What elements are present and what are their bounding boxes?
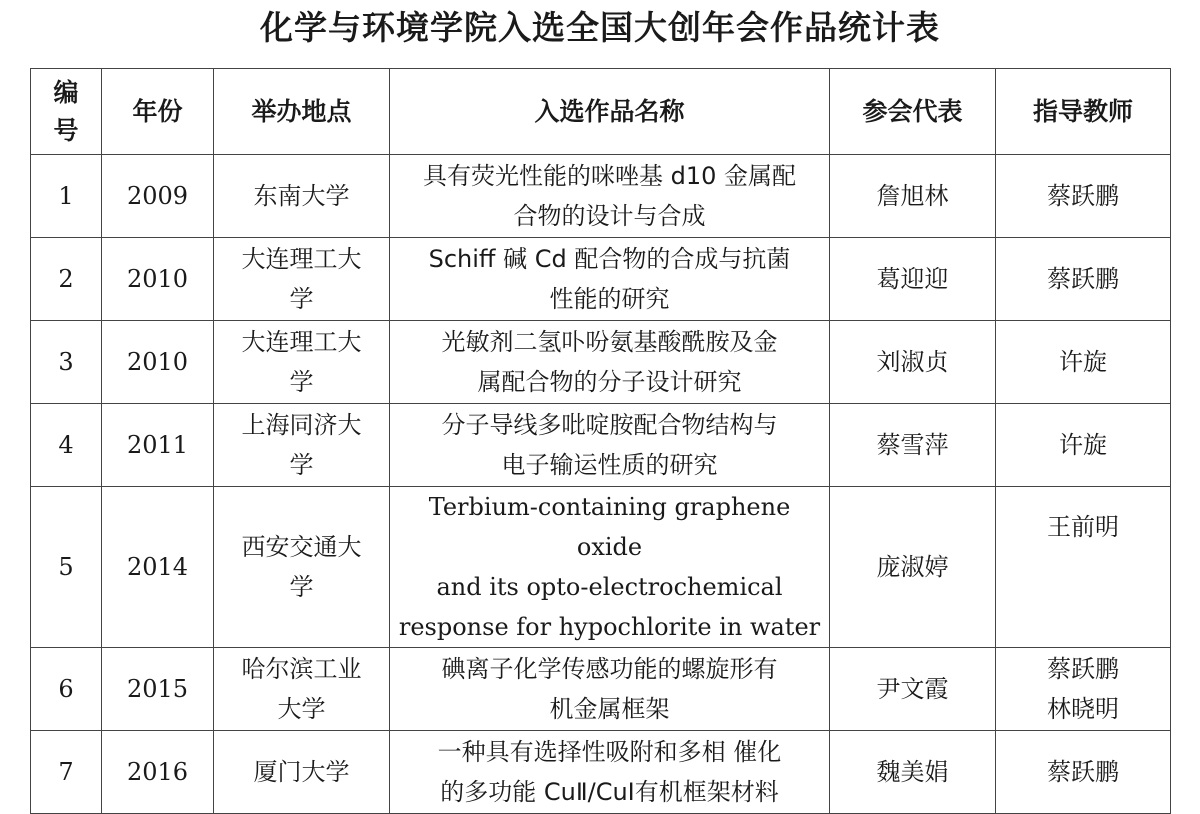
header-work: 入选作品名称 xyxy=(390,69,830,155)
header-row xyxy=(31,69,1171,155)
header-venue: 举办地点 xyxy=(214,69,390,155)
cell-venue: 大连理工大 学 xyxy=(214,238,390,321)
table-row xyxy=(31,648,1171,731)
cell-year: 2015 xyxy=(102,648,214,731)
cell-venue: 哈尔滨工业 大学 xyxy=(214,648,390,731)
cell-index: 5 xyxy=(31,487,102,648)
cell-venue: 厦门大学 xyxy=(214,731,390,814)
cell-delegate: 葛迎迎 xyxy=(830,238,996,321)
cell-venue: 东南大学 xyxy=(214,155,390,238)
cell-delegate: 詹旭林 xyxy=(830,155,996,238)
cell-venue: 西安交通大 学 xyxy=(214,487,390,648)
cell-index: 1 xyxy=(31,155,102,238)
table-row xyxy=(31,238,1171,321)
cell-venue: 大连理工大 学 xyxy=(214,321,390,404)
table-row xyxy=(31,155,1171,238)
cell-year: 2014 xyxy=(102,487,214,648)
cell-index: 4 xyxy=(31,404,102,487)
cell-index: 7 xyxy=(31,731,102,814)
cell-delegate: 刘淑贞 xyxy=(830,321,996,404)
cell-advisor: 蔡跃鹏 xyxy=(996,155,1171,238)
table-row xyxy=(31,731,1171,814)
cell-venue: 上海同济大 学 xyxy=(214,404,390,487)
cell-year: 2010 xyxy=(102,321,214,404)
cell-year: 2011 xyxy=(102,404,214,487)
cell-work: 分子导线多吡啶胺配合物结构与 电子输运性质的研究 xyxy=(390,404,830,487)
cell-work: 碘离子化学传感功能的螺旋形有 机金属框架 xyxy=(390,648,830,731)
cell-advisor: 许旋 xyxy=(996,321,1171,404)
cell-index: 3 xyxy=(31,321,102,404)
page-title: 化学与环境学院入选全国大创年会作品统计表 xyxy=(260,8,940,47)
cell-index: 6 xyxy=(31,648,102,731)
cell-delegate: 庞淑婷 xyxy=(830,487,996,648)
cell-advisor: 蔡跃鹏 xyxy=(996,238,1171,321)
cell-delegate: 尹文霞 xyxy=(830,648,996,731)
cell-work: 光敏剂二氢卟吩氨基酸酰胺及金 属配合物的分子设计研究 xyxy=(390,321,830,404)
cell-delegate: 蔡雪萍 xyxy=(830,404,996,487)
statistics-table xyxy=(30,68,1171,814)
cell-advisor: 蔡跃鹏 xyxy=(996,731,1171,814)
cell-work: Schiff 碱 Cd 配合物的合成与抗菌 性能的研究 xyxy=(390,238,830,321)
header-index: 编 号 xyxy=(31,69,102,155)
table-row xyxy=(31,487,1171,648)
cell-delegate: 魏美娟 xyxy=(830,731,996,814)
cell-advisor: 王前明 xyxy=(996,487,1171,648)
header-year: 年份 xyxy=(102,69,214,155)
cell-work: 一种具有选择性吸附和多相 催化 的多功能 CuⅡ/CuⅠ有机框架材料 xyxy=(390,731,830,814)
table-row xyxy=(31,404,1171,487)
table-row xyxy=(31,321,1171,404)
cell-year: 2009 xyxy=(102,155,214,238)
header-advisor: 指导教师 xyxy=(996,69,1171,155)
cell-index: 2 xyxy=(31,238,102,321)
cell-work: Terbium-containing graphene oxide and its opto-electrochemical response for hypochlorite in water xyxy=(390,487,830,648)
cell-work: 具有荧光性能的咪唑基 d10 金属配 合物的设计与合成 xyxy=(390,155,830,238)
header-delegate: 参会代表 xyxy=(830,69,996,155)
cell-year: 2016 xyxy=(102,731,214,814)
cell-advisor: 蔡跃鹏 林晓明 xyxy=(996,648,1171,731)
cell-year: 2010 xyxy=(102,238,214,321)
cell-advisor: 许旋 xyxy=(996,404,1171,487)
